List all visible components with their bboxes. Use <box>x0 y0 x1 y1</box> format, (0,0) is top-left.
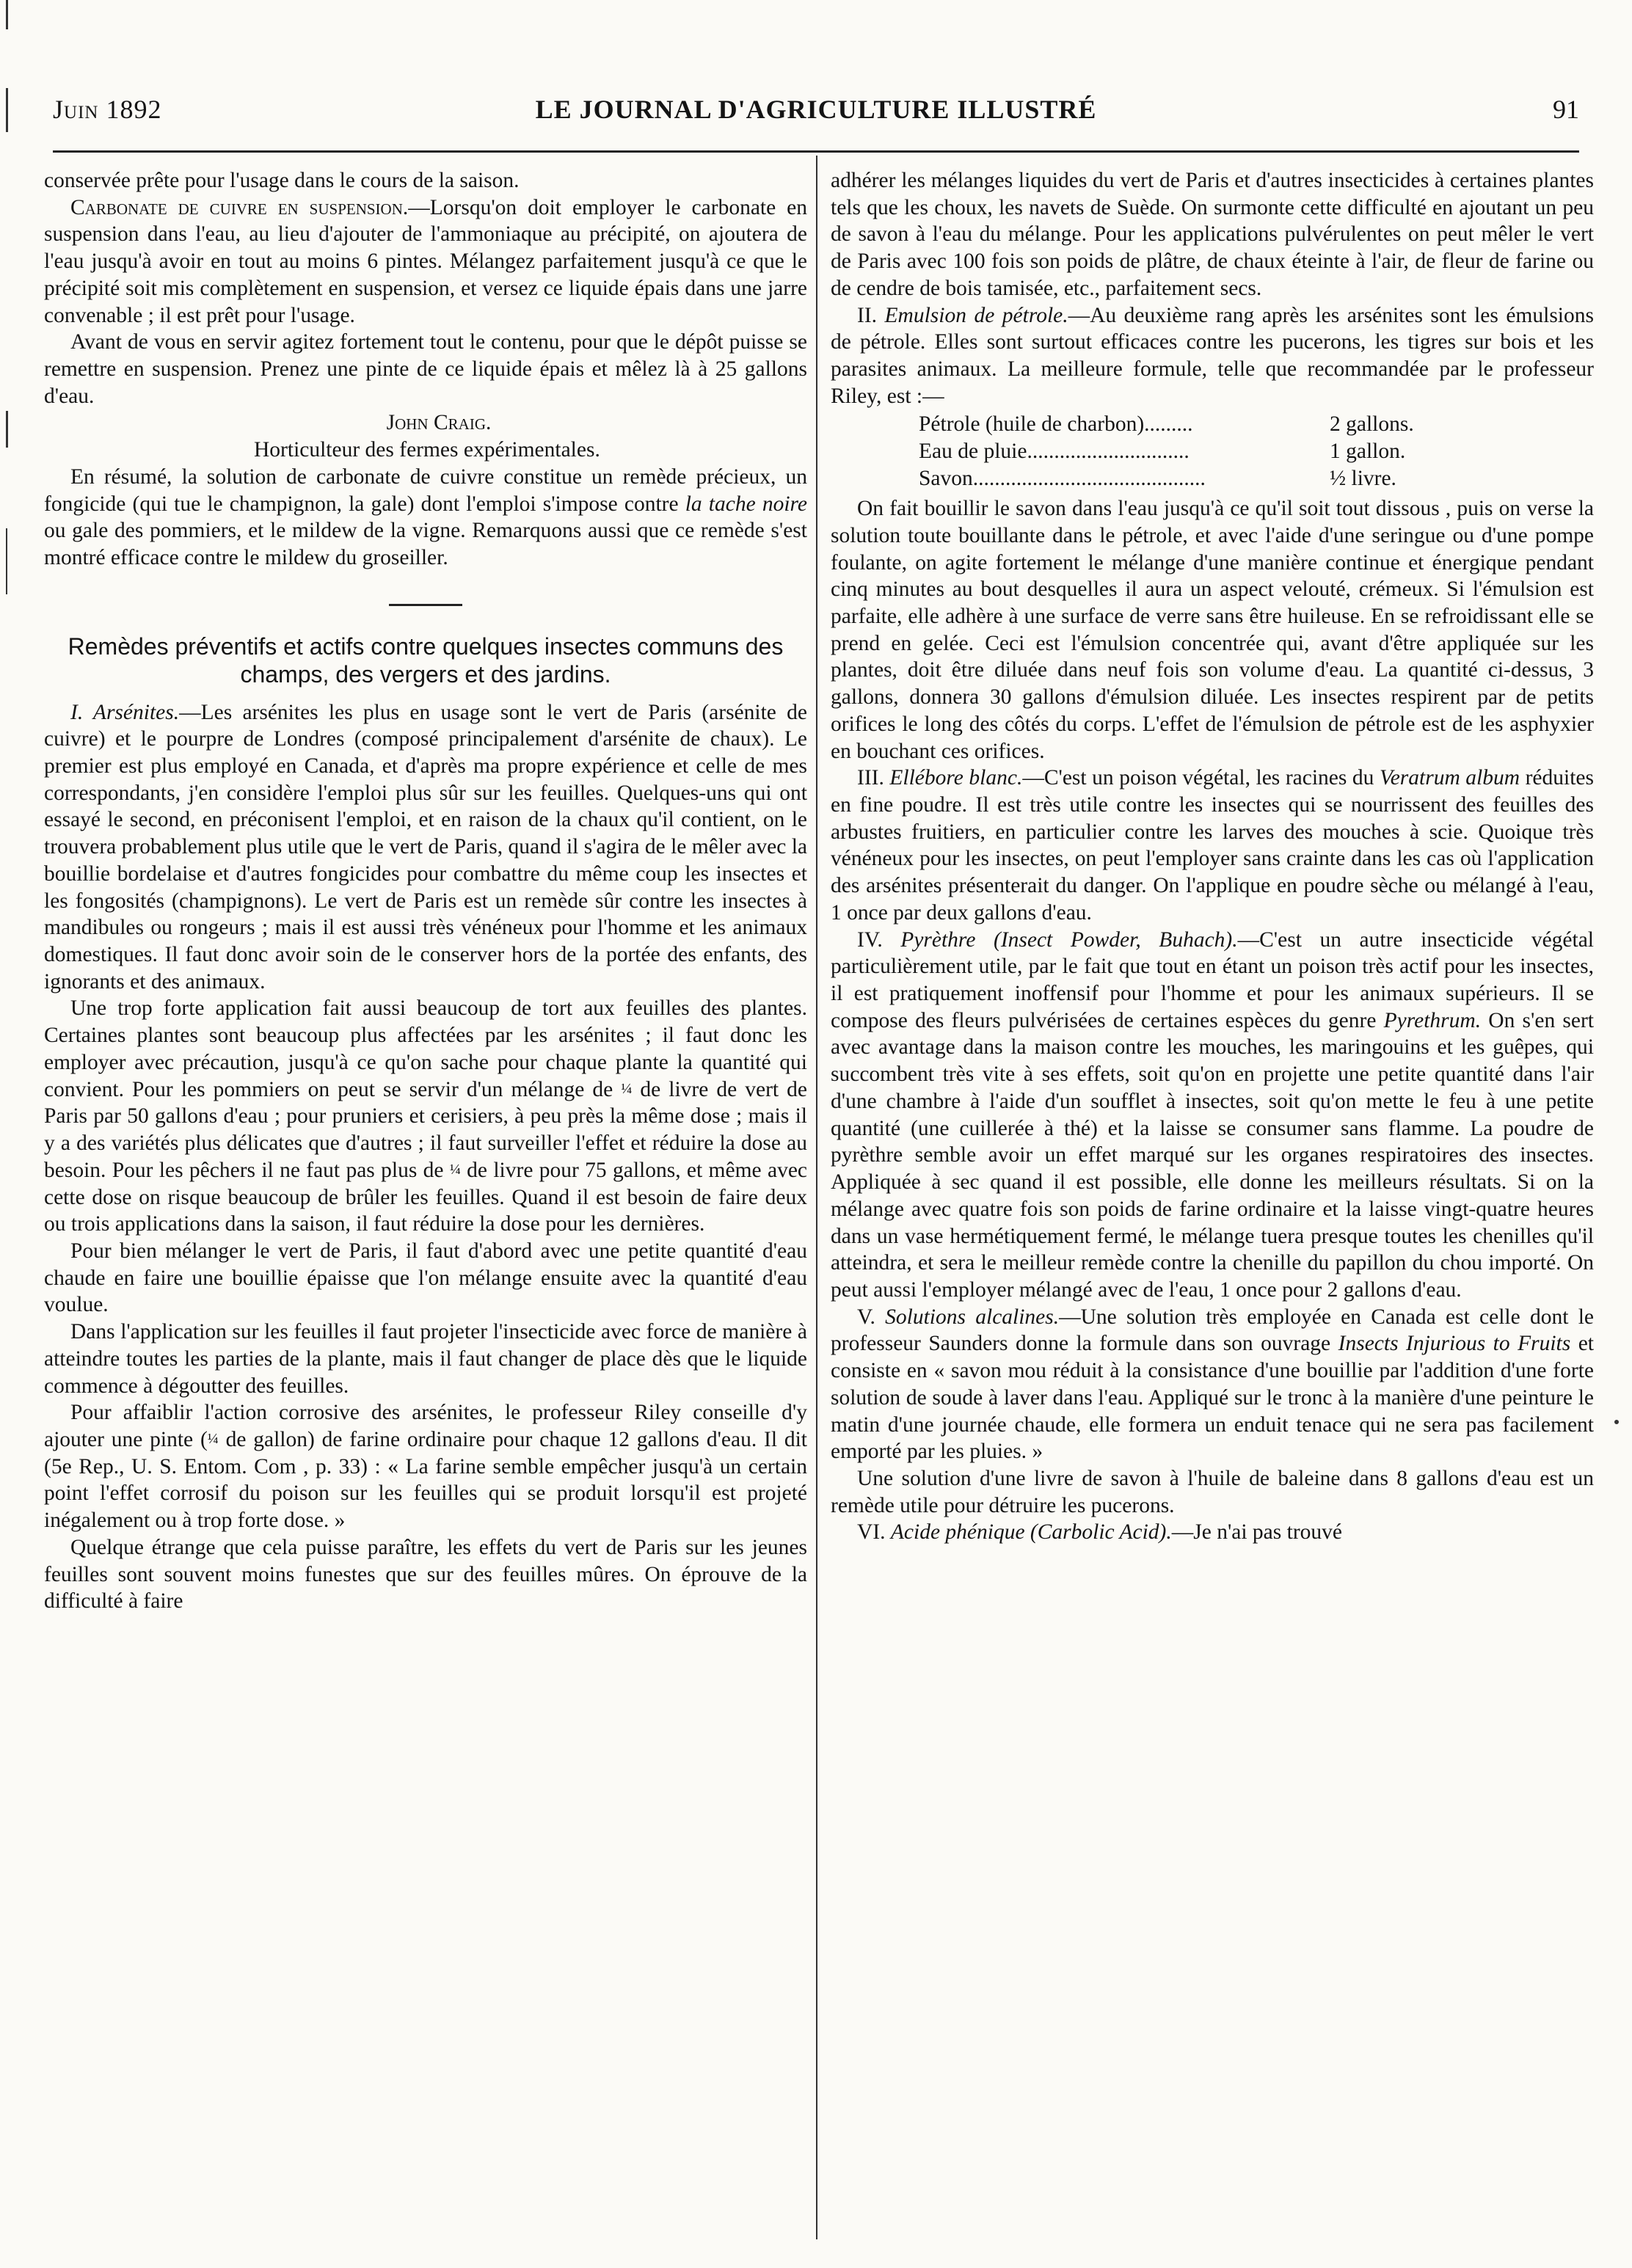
paragraph: Pour bien mélanger le vert de Paris, il faut d'abord avec une petite quantité d'eau chaude en faire une bouillie épaisse que l'on mélange ensuite avec la quantité d'eau voulue. <box>44 1239 807 1317</box>
paragraph-lead: Solutions alcalines. <box>885 1305 1060 1329</box>
formula-qty: 1 gallon. <box>1330 440 1406 464</box>
paragraph: En résumé, la solution de carbonate de cuivre constitue un remède précieux, un fongicide (qui tue le champignon, la gale) dont l'emploi s'impose contre la tache noire ou gale des pommiers, et le mildew de la vigne. Remarquons aussi que ce remède s'est montré efficace contre le mildew du groseiller. <box>44 464 807 570</box>
paragraph: IV. Pyrèthre (Insect Powder, Buhach).—C'est un autre insecticide végétal particulièrement utile, par le fait que tout en étant un poison très actif pour les insectes, il est pratiquement inoffensif pour l'homme et pour les animaux supérieurs. Il se compose des fleurs pulvérisées de certaines espèces du genre Pyrethrum. On s'en sert avec avantage dans la maison contre les mouches, les maringouins et les guêpes, qui succombent très vite à ses effets, soit qu'on en projette une petite quantité dans l'air d'une chambre à l'aide d'un soufflet à insectes, soit qu'on mette le feu à une petite quantité (une cuillerée à thé) et la laisse se consumer sans flamme. La poudre de pyrèthre semble avoir un effet marqué sur les organes respiratoires des insectes. Appliquée à sec quand il est possible, elle donne les meilleurs résultats. Si on la mélange avec quatre fois son poids de farine ordinaire et la laisse vingt-quatre heures dans un vase hermétiquement fermé, le mélange tuera presque toutes les chenilles qu'il atteindra, et sera le meilleur remède contre la chenille du papillon du chou importé. On peut aussi l'employer mélangé avec de l'eau, 1 once pour 2 gallons d'eau. <box>831 927 1595 1302</box>
scan-edge-mark <box>6 528 7 594</box>
emulsion-formula <box>919 411 1414 492</box>
paragraph: Une trop forte application fait aussi beaucoup de tort aux feuilles des plantes. Certaines plantes sont beaucoup plus affectées par les arsénites ; il faut donc les employer avec précaution, jusqu'à ce qu'on sache pour chaque plante la quantité qui convient. Pour les pommiers on peut se servir d'un mélange de ¼ de livre de vert de Paris par 50 gallons d'eau ; pour pruniers et cerisiers, à peu près la même dose ; mais il y a des variétés plus délicates que d'autres ; il faut surveiller l'effet et réduire la dose au besoin. Pour les pêchers il ne faut pas plus de ¼ de livre pour 75 gallons, et même avec cette dose on risque beaucoup de brûler les feuilles. Quand il est besoin de faire deux ou trois applications dans la saison, il faut réduire la dose pour les dernières. <box>44 996 808 1236</box>
paragraph: conservée prête pour l'usage dans le cours de la saison. <box>44 169 520 192</box>
formula-row <box>919 465 1414 492</box>
paragraph: II. Emulsion de pétrole.—Au deuxième rang après les arsénites sont les émulsions de pétrole. Elles sont surtout efficaces contre les pucerons, les tigres sur bois et les parasites animaux. La meilleure formule, telle que recommandée par le professeur Riley, est :— <box>831 303 1594 408</box>
issue-date: Juin 1892 <box>53 95 162 124</box>
scan-edge-mark <box>6 88 8 132</box>
paragraph-lead: Pyrèthre (Insect Powder, Buhach). <box>900 927 1238 952</box>
paragraph-lead: Acide phénique (Carbolic Acid). <box>890 1520 1172 1545</box>
paragraph: On fait bouillir le savon dans l'eau jusqu'à ce qu'il soit tout dissous , puis on verse la solution toute bouillante dans le pétrole, et avec l'aide d'une seringue ou d'une pompe foulante, on agite fortement le mélange d'une manière continue et énergique pendant cinq minutes au bout desquelles il aura un aspect velouté, crémeux. Si l'émulsion est parfaite, elle adhère à une surface de verre sans être huileuse. En se refroidissant elle se prend en gelée. Ceci est l'émulsion concentrée qui, avant d'être appliquée sur les plantes, doit être diluée dans neuf fois son volume d'eau. La quantité ci-dessus, 3 gallons, donnera 30 gallons d'émulsion diluée. Les insectes respirent par de petits orifices le long des côtés du corps. L'effet de l'émulsion de pétrole est de les asphyxier en bouchant ces orifices. <box>831 497 1594 763</box>
page-number: 91 <box>1553 95 1579 124</box>
paragraph: Avant de vous en servir agitez fortement tout le contenu, pour que le dépôt puisse se remettre en suspension. Prenez une pinte de ce liquide épais et mêlez là à 25 gallons d'eau. <box>44 330 807 408</box>
paragraph: III. Ellébore blanc.—C'est un poison végétal, les racines du Veratrum album réduites en fine poudre. Il est très utile contre les insectes qui se nourrissent des feuilles des arbustes fruitiers, en particulier contre les larves des mouches à scie. Quoique très vénéneux pour les insectes, on peut l'employer sans crainte dans les cas où l'application des arsénites présenterait du danger. On l'applique en poudre sèche ou mélangé à l'eau, 1 once par deux gallons d'eau. <box>831 766 1594 925</box>
header-rule <box>53 150 1579 153</box>
right-column <box>831 167 1594 1546</box>
formula-item: Pétrole (huile de charbon)......... <box>919 412 1193 437</box>
left-column <box>44 167 807 1615</box>
paragraph: Pour affaiblir l'action corrosive des arsénites, le professeur Riley conseille d'y ajouter une pinte (¼ de gallon) de farine ordinaire pour chaque 12 gallons d'eau. Il dit (5e Rep., U. S. Entom. Com , p. 33) : « La farine semble empêcher jusqu'à un certain point l'effet corrosif du poison sur les feuilles qui se produit lorsqu'il est projeté inégalement ou à trop forte dose. » <box>44 1401 807 1533</box>
formula-item: Eau de pluie.............................. <box>919 440 1190 464</box>
paragraph-lead: Ellébore blanc. <box>889 766 1023 790</box>
signature-name: John Craig. <box>386 411 492 435</box>
scan-speck <box>1614 1420 1619 1424</box>
formula-row <box>919 438 1414 465</box>
paragraph: Une solution d'une livre de savon à l'huile de baleine dans 8 gallons d'eau est un remède utile pour détruire les pucerons. <box>831 1466 1594 1517</box>
paragraph: V. Solutions alcalines.—Une solution très employée en Canada est celle dont le professeur Saunders donne la formule dans son ouvrage Insects Injurious to Fruits et consiste en « savon mou réduit à la consistance d'une bouillie par l'addition d'une forte solution de soude à laver dans l'eau. Appliqué sur le tronc à la manière d'une peinture le matin d'une journée chaude, elle formera un enduit tenace qui ne sera pas facilement emporté par les pluies. » <box>831 1305 1594 1464</box>
paragraph: Carbonate de cuivre en suspension.—Lorsqu'on doit employer le carbonate en suspension dans l'eau, au lieu d'ajouter de l'ammoniaque au précipité, on ajoutera de l'eau jusqu'à avoir en tout au moins 6 pintes. Mélangez parfaitement jusqu'à ce que le précipité soit mis complètement en suspension, et versez ce liquide épais dans une jarre convenable ; il est prêt pour l'usage. <box>44 195 808 327</box>
column-divider <box>816 156 817 2239</box>
paragraph: VI. Acide phénique (Carbolic Acid).—Je n'ai pas trouvé <box>857 1520 1342 1545</box>
formula-item: Savon........................................... <box>919 467 1206 491</box>
paragraph: I. Arsénites.—Les arsénites les plus en usage sont le vert de Paris (arsénite de cuivre) et le pourpre de Londres (composé principalement d'arsénite de chaux). Le premier est plus employé en Canada, et d'après ma propre expérience et celle de mes correspondants, j'en considère l'emploi plus sûr sur les feuilles. Quelques-uns qui ont essayé le second, en préconisent l'emploi, et en raison de la chaux qu'il contient, on le trouvera probablement plus utile que le vert de Paris, quand il s'agira de le mêler avec la bouillie bordelaise et d'autres fongicides pour combattre du même coup les insectes et les fongosités (champignons). Le vert de Paris est un remède sûr contre les insectes à mandibules ou rongeurs ; mais il est aussi très vénéneux pour l'homme et les animaux domestiques. Il faut donc avoir soin de le conserver hors de la portée des enfants, des ignorants et des animaux. <box>44 700 807 993</box>
paragraph: Dans l'application sur les feuilles il faut projeter l'insecticide avec force de manière à atteindre toutes les parties de la plante, mais il faut changer de place dès que le liquide commence à dégoutter des feuilles. <box>44 1320 807 1398</box>
paragraph: adhérer les mélanges liquides du vert de Paris et d'autres insecticides à certaines plantes tels que les choux, les navets de Suède. On surmonte cette difficulté en ajoutant un peu de savon à l'eau du mélange. Pour les applications pulvérulentes on peut mêler le vert de Paris avec 100 fois son poids de plâtre, de chaux éteinte à l'air, de fleur de farine ou de cendre de bois tamisée, etc., parfaitement secs. <box>831 169 1594 300</box>
scan-edge-mark <box>6 0 8 29</box>
formula-qty: ½ livre. <box>1330 467 1396 491</box>
section-title: Remèdes préventifs et actifs contre quelques insectes communs des champs, des vergers et des jardins. <box>68 632 784 688</box>
formula-qty: 2 gallons. <box>1330 412 1414 437</box>
paragraph: Quelque étrange que cela puisse paraître, les effets du vert de Paris sur les jeunes feuilles sont souvent moins funestes que sur des feuilles mûres. On éprouve de la difficulté à faire <box>44 1535 807 1614</box>
journal-title: LE JOURNAL D'AGRICULTURE ILLUSTRÉ <box>535 95 1097 124</box>
paragraph-lead: Carbonate de cuivre en suspension. <box>70 195 409 219</box>
signature-title: Horticulteur des fermes expérimentales. <box>254 438 600 462</box>
paragraph-lead: Emulsion de pétrole. <box>884 303 1068 327</box>
paragraph-lead: I. Arsénites. <box>70 700 180 724</box>
running-header <box>53 94 1579 131</box>
section-separator <box>389 604 462 606</box>
scan-edge-mark <box>6 411 8 448</box>
formula-row <box>919 411 1414 438</box>
